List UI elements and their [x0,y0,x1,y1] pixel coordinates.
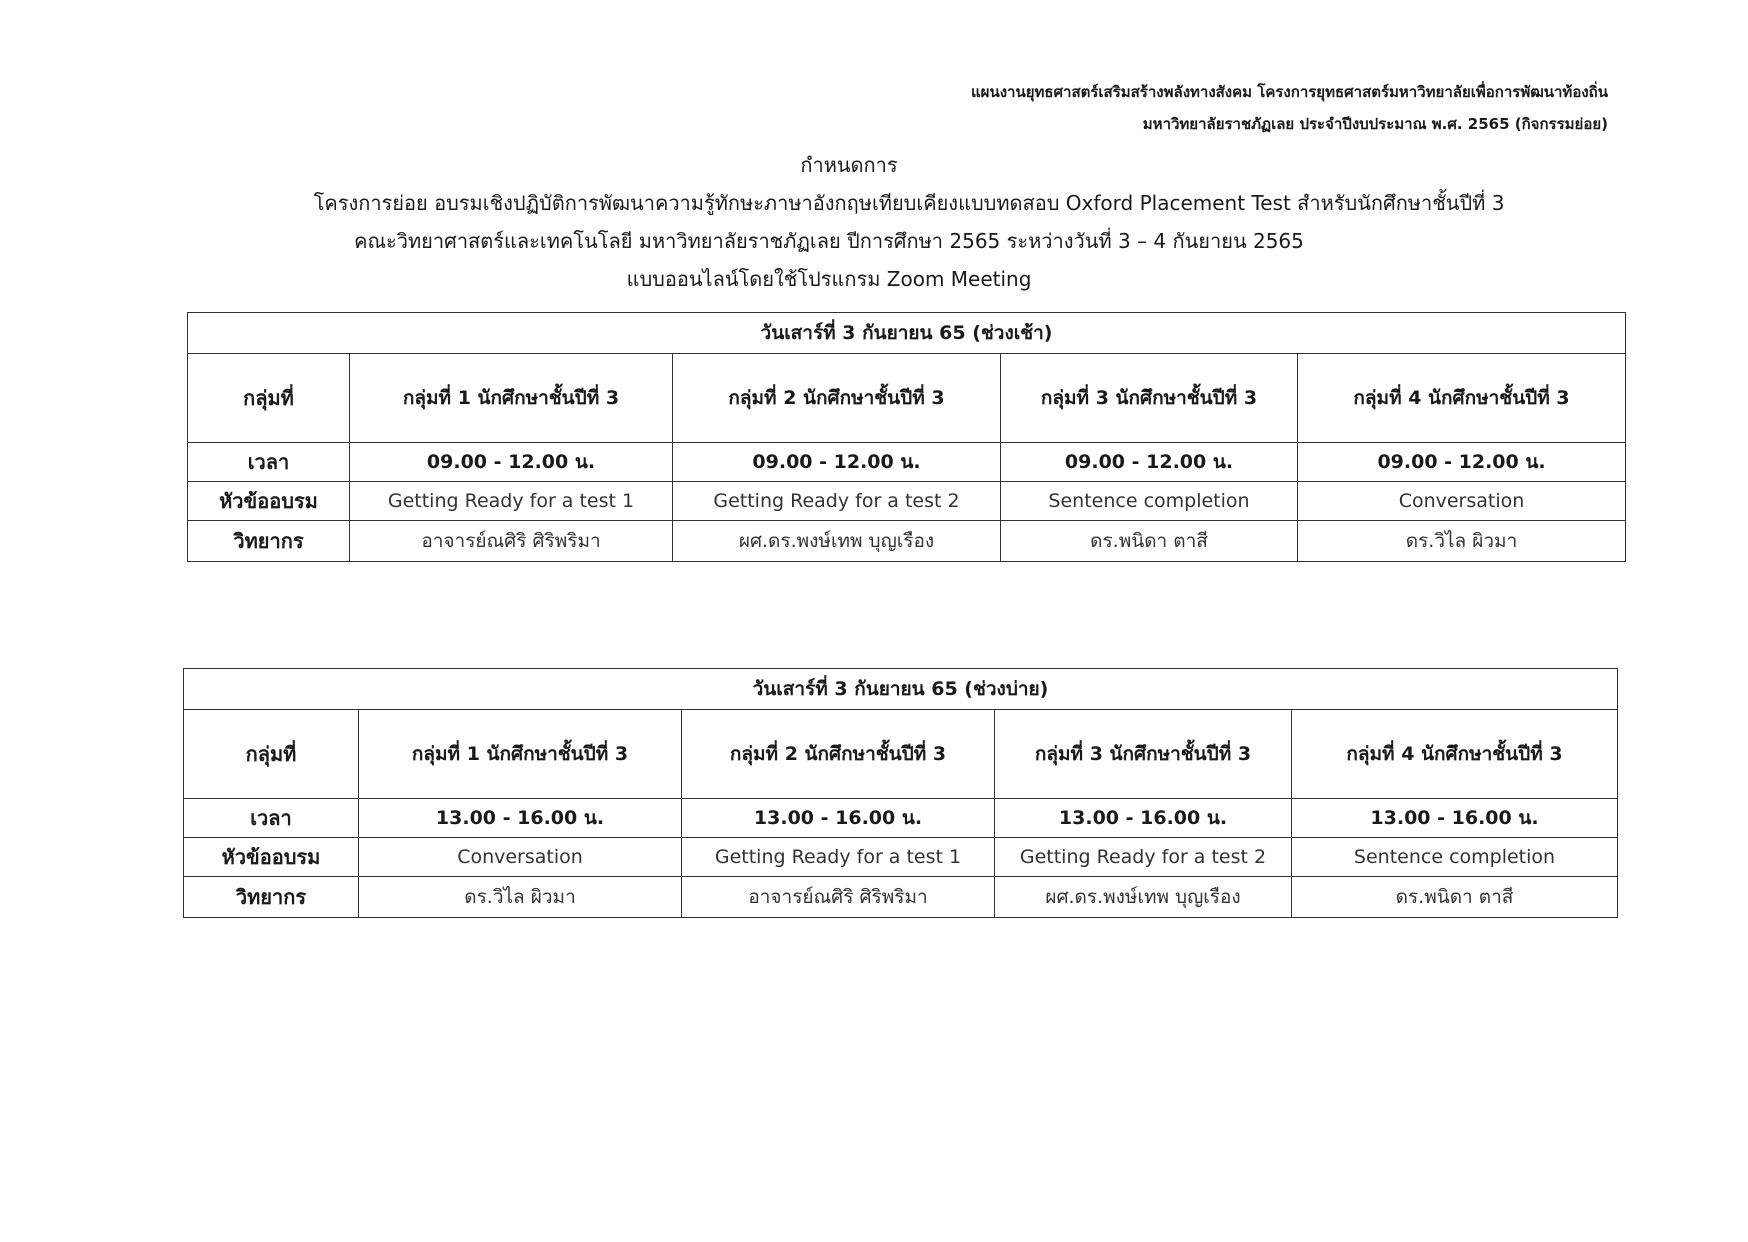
time-cell: 09.00 - 12.00 น. [350,443,673,482]
online-format-line: แบบออนไลน์โดยใช้โปรแกรม Zoom Meeting [626,267,1032,291]
group-header-cell: กลุ่มที่ 3 นักศึกษาชั้นปีที่ 3 [995,710,1292,799]
table-row [184,710,1618,799]
row-label-group: กลุ่มที่ [184,710,359,799]
time-cell: 13.00 - 16.00 น. [359,799,682,838]
table-row [184,877,1618,918]
group-header-cell: กลุ่มที่ 4 นักศึกษาชั้นปีที่ 3 [1292,710,1618,799]
header-note-line1: แผนงานยุทธศาสตร์เสริมสร้างพลังทางสังคม โครงการยุทธศาสตร์มหาวิทยาลัยเพื่อการพัฒนาท้องถิ่น [970,83,1608,101]
project-title: โครงการย่อย อบรมเชิงปฏิบัติการพัฒนาความรู้ทักษะภาษาอังกฤษเทียบเคียงแบบทดสอบ Oxford Placement Test สำหรับนักศึกษาชั้นปีที่ 3 [313,191,1505,215]
document-title-block [0,146,1748,298]
time-cell: 09.00 - 12.00 น. [1001,443,1298,482]
topic-cell: Conversation [1298,482,1626,521]
topic-cell: Sentence completion [1292,838,1618,877]
header-note-line2: มหาวิทยาลัยราชภัฏเลย ประจำปีงบประมาณ พ.ศ. 2565 (กิจกรรมย่อย) [1142,115,1608,133]
row-label-time: เวลา [188,443,350,482]
group-header-cell: กลุ่มที่ 2 นักศึกษาชั้นปีที่ 3 [673,354,1001,443]
time-cell: 13.00 - 16.00 น. [682,799,995,838]
table-title-row [184,669,1618,710]
row-label-topic: หัวข้ออบรม [188,482,350,521]
speaker-cell: ผศ.ดร.พงษ์เทพ บุญเรือง [673,521,1001,562]
speaker-cell: อาจารย์ณศิริ ศิริพริมา [350,521,673,562]
group-header-cell: กลุ่มที่ 3 นักศึกษาชั้นปีที่ 3 [1001,354,1298,443]
group-header-cell: กลุ่มที่ 1 นักศึกษาชั้นปีที่ 3 [359,710,682,799]
table-row [188,443,1626,482]
row-label-time: เวลา [184,799,359,838]
group-header-cell: กลุ่มที่ 1 นักศึกษาชั้นปีที่ 3 [350,354,673,443]
speaker-cell: ผศ.ดร.พงษ์เทพ บุญเรือง [995,877,1292,918]
table-title-row [188,313,1626,354]
table-row [184,838,1618,877]
topic-cell: Conversation [359,838,682,877]
time-cell: 09.00 - 12.00 น. [1298,443,1626,482]
time-cell: 13.00 - 16.00 น. [995,799,1292,838]
group-header-cell: กลุ่มที่ 4 นักศึกษาชั้นปีที่ 3 [1298,354,1626,443]
afternoon-schedule-table [183,668,1618,918]
afternoon-table-title: วันเสาร์ที่ 3 กันยายน 65 (ช่วงบ่าย) [184,669,1618,710]
row-label-topic: หัวข้ออบรม [184,838,359,877]
morning-table-title: วันเสาร์ที่ 3 กันยายน 65 (ช่วงเช้า) [188,313,1626,354]
speaker-cell: ดร.พนิดา ตาสี [1292,877,1618,918]
topic-cell: Getting Ready for a test 1 [350,482,673,521]
row-label-group: กลุ่มที่ [188,354,350,443]
group-header-cell: กลุ่มที่ 2 นักศึกษาชั้นปีที่ 3 [682,710,995,799]
table-row [188,482,1626,521]
topic-cell: Getting Ready for a test 2 [995,838,1292,877]
document-title: กำหนดการ [800,153,898,177]
row-label-speaker: วิทยากร [184,877,359,918]
topic-cell: Sentence completion [1001,482,1298,521]
time-cell: 13.00 - 16.00 น. [1292,799,1618,838]
speaker-cell: ดร.พนิดา ตาสี [1001,521,1298,562]
topic-cell: Getting Ready for a test 2 [673,482,1001,521]
topic-cell: Getting Ready for a test 1 [682,838,995,877]
speaker-cell: อาจารย์ณศิริ ศิริพริมา [682,877,995,918]
faculty-date-line: คณะวิทยาศาสตร์และเทคโนโลยี มหาวิทยาลัยราชภัฏเลย ปีการศึกษา 2565 ระหว่างวันที่ 3 – 4 กันยายน 2565 [354,229,1304,253]
morning-schedule-table [187,312,1626,562]
table-row [188,354,1626,443]
row-label-speaker: วิทยากร [188,521,350,562]
table-row [188,521,1626,562]
speaker-cell: ดร.วิไล ผิวมา [359,877,682,918]
time-cell: 09.00 - 12.00 น. [673,443,1001,482]
speaker-cell: ดร.วิไล ผิวมา [1298,521,1626,562]
table-row [184,799,1618,838]
